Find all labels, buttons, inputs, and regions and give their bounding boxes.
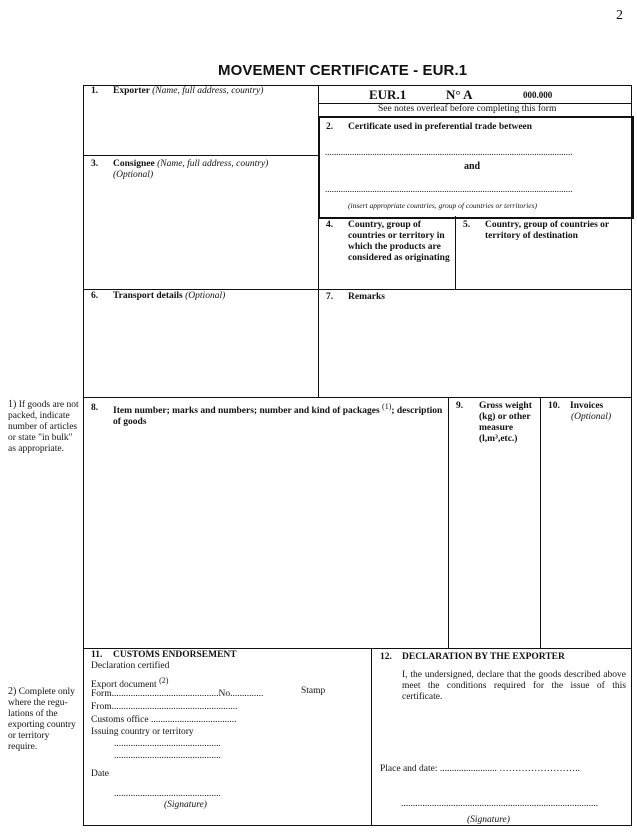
declaration-certified: Declaration certified: [91, 661, 170, 671]
box9-num: 9.: [456, 401, 464, 411]
box2-dots2: ..............................................................................................................: [325, 184, 573, 194]
divider-box9-box10: [540, 397, 541, 649]
divider-row-11-12: [83, 648, 632, 649]
box11-label: 11. CUSTOMS ENDORSEMENT: [91, 650, 237, 660]
box8-num: 8.: [91, 403, 99, 413]
box5-num: 5.: [463, 220, 471, 230]
divider-box8-box9: [448, 397, 449, 649]
box2-and: and: [464, 161, 481, 172]
box2-insert-note: (insert appropriate countries, group of countries or territories): [348, 201, 538, 210]
place-and-date: Place and date: ........................ ……………………..: [380, 764, 581, 774]
box1-label: 1. Exporter (Name, full address, country): [91, 86, 264, 96]
issuing-country-label: Issuing country or territory: [91, 727, 194, 737]
page-title: MOVEMENT CERTIFICATE - EUR.1: [218, 62, 468, 79]
box11-signature-dots: .............................................: [114, 789, 221, 799]
from-field: From.....................................................: [91, 702, 238, 712]
divider-box11-box12: [371, 648, 372, 826]
date-label: Date: [91, 769, 109, 779]
stamp-label: Stamp: [301, 686, 326, 696]
box3-label: 3. Consignee (Name, full address, country) (Optional): [91, 159, 269, 180]
page-number: 2: [616, 8, 623, 23]
issuing-dots-1: .............................................: [114, 739, 221, 749]
side-note-1: 1) If goods are not packed, indicate number of articles or state "in bulk" as appropriate.: [8, 399, 79, 454]
box5-label: Country, group of countries or territory of destination: [485, 220, 609, 241]
divider-row-8: [83, 397, 632, 398]
box8-label: Item number; marks and numbers; number and kind of packages $^{(1)}$; description of goods: [113, 402, 443, 428]
box12-signature-dots: ...................................................................................: [401, 799, 599, 809]
export-document: Export document $^{(2)}$: [91, 676, 169, 691]
form-no-field: Form.............................................No..............: [91, 689, 264, 699]
box4-label: Country, group of countries or territory in which the products are considered as originating: [348, 220, 450, 263]
box9-label: Gross weight (kg) or other measure (l,m³,etc.): [479, 401, 532, 444]
box4-num: 4.: [326, 220, 334, 230]
box12-label: 12. DECLARATION BY THE EXPORTER: [380, 652, 565, 662]
box12-signature-label: (Signature): [467, 815, 510, 825]
serial-number: 000.000: [523, 90, 553, 100]
side-note-2: 2) Complete only where the regu-lations of the exporting country or territory require.: [8, 686, 76, 752]
issuing-dots-2: .............................................: [114, 751, 221, 761]
box7-label: 7. Remarks: [326, 292, 385, 302]
divider-box1-box3: [83, 155, 319, 156]
no-a-label: N° A: [446, 87, 473, 102]
box6-label: 6. Transport details (Optional): [91, 291, 226, 301]
form-border-bottom: [83, 825, 632, 826]
form-border-left: [83, 85, 84, 826]
box2-label: 2. Certificate used in preferential trade between: [326, 122, 533, 132]
overleaf-note: See notes overleaf before completing this form: [378, 104, 557, 114]
box12-declaration-text: I, the undersigned, declare that the goods described above meet the conditions required for the issue of this certificate.: [402, 670, 626, 702]
box10-hint: (Optional): [571, 412, 612, 422]
box10-label: 10. Invoices: [548, 401, 604, 411]
customs-office-field: Customs office ....................................: [91, 715, 237, 725]
box2-dots1: ..............................................................................................................: [325, 147, 573, 157]
divider-box4-box5: [455, 216, 456, 290]
eur1-label: EUR.1: [369, 87, 407, 102]
divider-row-6-7: [83, 289, 632, 290]
box11-signature-label: (Signature): [164, 800, 207, 810]
